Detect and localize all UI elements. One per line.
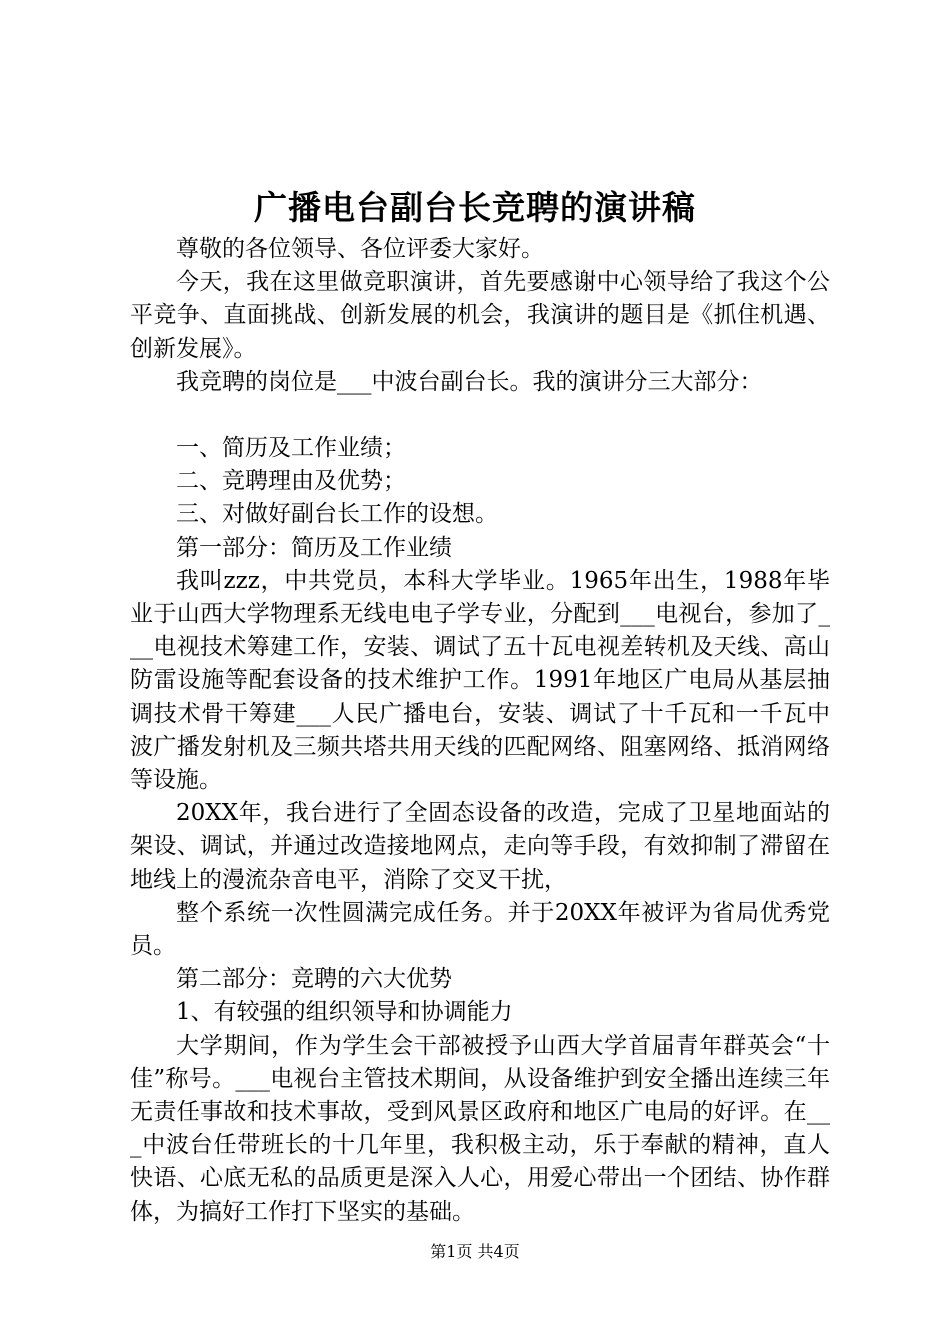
paragraph-resume: 我叫zzz，中共党员，本科大学毕业。1965年出生，1988年毕业于山西大学物理系无线电电子学专业，分配到___电视台，参加了___电视技术筹建工作，安装、调试了五十瓦电视差转机及天线、高山防雷设施等配套设备的技术维护工作。1991年地区广电局从基层抽调技术骨干筹建___人民广播电台，安装、调试了十千瓦和一千瓦中波广播发射机及三频共塔共用天线的匹配网络、阻塞网络、抵消网络等设施。 (130, 567, 830, 794)
subheading-advantage-1: 1、有较强的组织领导和协调能力 (176, 999, 513, 1026)
paragraph-outline-3: 三、对做好副台长工作的设想。 (176, 501, 498, 528)
document-body (130, 233, 830, 1229)
paragraph-intro: 今天，我在这里做竞职演讲，首先要感谢中心领导给了我这个公平竞争、直面挑战、创新发展的机会，我演讲的题目是《抓住机遇、创新发展》。 (130, 269, 830, 362)
page-footer: 第1页 共4页 (430, 1242, 520, 1261)
document-title: 广播电台副台长竞聘的演讲稿 (254, 188, 696, 227)
paragraph-completion: 整个系统一次性圆满完成任务。并于20XX年被评为省局优秀党员。 (130, 899, 830, 960)
paragraph-outline-2: 二、竞聘理由及优势； (176, 468, 406, 495)
paragraph-outline-1: 一、简历及工作业绩； (176, 435, 406, 462)
paragraph-greeting: 尊敬的各位领导、各位评委大家好。 (176, 236, 544, 262)
paragraph-position: 我竞聘的岗位是___中波台副台长。我的演讲分三大部分： (176, 368, 763, 395)
section-heading-part-1: 第一部分：简历及工作业绩 (176, 534, 452, 561)
paragraph-blank (130, 399, 830, 432)
paragraph-advantage-1: 大学期间，作为学生会干部被授予山西大学首届青年群英会“十佳”称号。___电视台主管技术期间，从设备维护到安全播出连续三年无责任事故和技术事故，受到风景区政府和地区广电局的好评。在___中波台任带班长的十几年里，我积极主动，乐于奉献的精神，直人快语、心底无私的品质更是深入人心，用爱心带出一个团结、协作群体，为搞好工作打下坚实的基础。 (130, 1032, 830, 1225)
paragraph-renovation: 20XX年，我台进行了全固态设备的改造，完成了卫星地面站的架设、调试，并通过改造接地网点，走向等手段，有效抑制了滞留在地线上的漫流杂音电平，消除了交叉干扰， (130, 800, 830, 893)
section-heading-part-2: 第二部分：竞聘的六大优势 (176, 966, 452, 993)
